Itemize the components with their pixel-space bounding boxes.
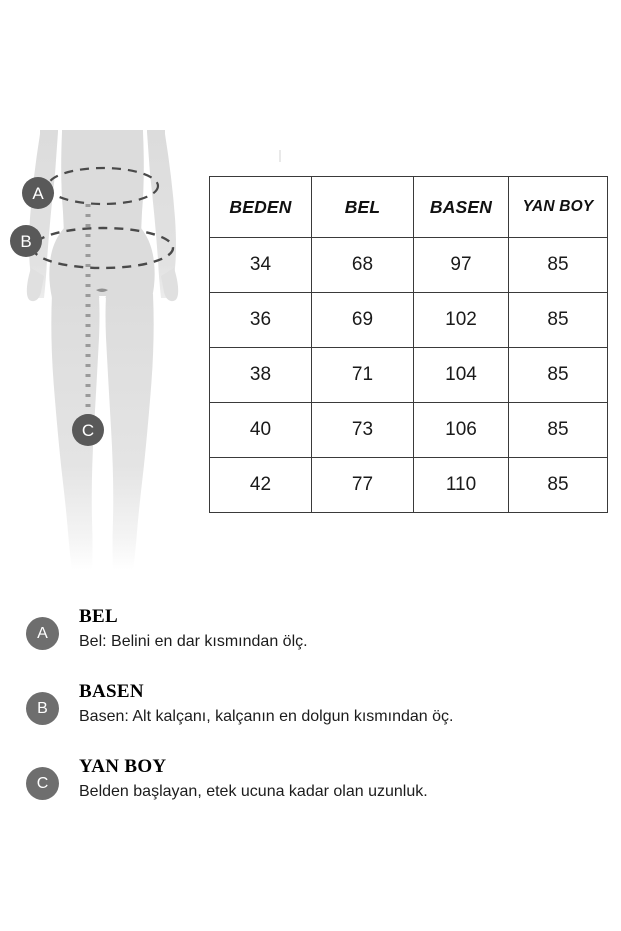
table-row bbox=[210, 458, 608, 513]
body-silhouette-svg bbox=[0, 108, 205, 588]
cell-yan-boy: 85 bbox=[509, 458, 608, 513]
cell-basen: 97 bbox=[414, 238, 509, 293]
silhouette-torso bbox=[61, 130, 144, 234]
legend-item-yan-boy bbox=[26, 756, 586, 820]
stray-mark bbox=[279, 150, 281, 162]
figure-marker-b bbox=[10, 225, 42, 257]
cell-yan-boy: 85 bbox=[509, 293, 608, 348]
column-header-beden: BEDEN bbox=[210, 177, 312, 238]
cell-basen: 110 bbox=[414, 458, 509, 513]
cell-yan-boy: 85 bbox=[509, 238, 608, 293]
cell-beden: 36 bbox=[210, 293, 312, 348]
cell-beden: 38 bbox=[210, 348, 312, 403]
cell-bel: 77 bbox=[312, 458, 414, 513]
legend-title-basen: BASEN bbox=[79, 681, 144, 702]
silhouette-hips bbox=[49, 228, 154, 298]
legend-item-basen bbox=[26, 681, 586, 745]
table-header-row bbox=[210, 177, 608, 238]
figure-marker-a-label: A bbox=[32, 184, 44, 203]
column-header-bel: BEL bbox=[312, 177, 414, 238]
figure-marker-c bbox=[72, 414, 104, 446]
legend-item-bel bbox=[26, 606, 586, 670]
cell-basen: 106 bbox=[414, 403, 509, 458]
table-row bbox=[210, 403, 608, 458]
cell-beden: 34 bbox=[210, 238, 312, 293]
cell-bel: 71 bbox=[312, 348, 414, 403]
column-header-yan-boy: YAN BOY bbox=[509, 177, 608, 238]
cell-yan-boy: 85 bbox=[509, 403, 608, 458]
table-row bbox=[210, 293, 608, 348]
cell-bel: 73 bbox=[312, 403, 414, 458]
cell-beden: 42 bbox=[210, 458, 312, 513]
legend-badge-c: C bbox=[26, 767, 59, 800]
cell-basen: 102 bbox=[414, 293, 509, 348]
cell-bel: 68 bbox=[312, 238, 414, 293]
measurement-legend bbox=[26, 606, 586, 831]
size-chart-table bbox=[209, 176, 608, 513]
table-row bbox=[210, 348, 608, 403]
cell-basen: 104 bbox=[414, 348, 509, 403]
cell-yan-boy: 85 bbox=[509, 348, 608, 403]
legend-description-basen: Basen: Alt kalçanı, kalçanın en dolgun kısmından öç. bbox=[79, 708, 454, 725]
legend-badge-a: A bbox=[26, 617, 59, 650]
size-chart-table-container bbox=[209, 176, 607, 513]
table-row bbox=[210, 238, 608, 293]
legend-title-yan-boy: YAN BOY bbox=[79, 756, 167, 777]
legend-description-yan-boy: Belden başlayan, etek ucuna kadar olan uzunluk. bbox=[79, 783, 428, 800]
figure-marker-a bbox=[22, 177, 54, 209]
cell-beden: 40 bbox=[210, 403, 312, 458]
cell-bel: 69 bbox=[312, 293, 414, 348]
legend-title-bel: BEL bbox=[79, 606, 118, 627]
legend-badge-b: B bbox=[26, 692, 59, 725]
figure-marker-c-label: C bbox=[81, 421, 95, 440]
body-measurement-figure bbox=[0, 108, 205, 588]
figure-marker-b-label: B bbox=[20, 232, 32, 251]
legend-description-bel: Bel: Belini en dar kısmından ölç. bbox=[79, 633, 308, 650]
column-header-basen: BASEN bbox=[414, 177, 509, 238]
